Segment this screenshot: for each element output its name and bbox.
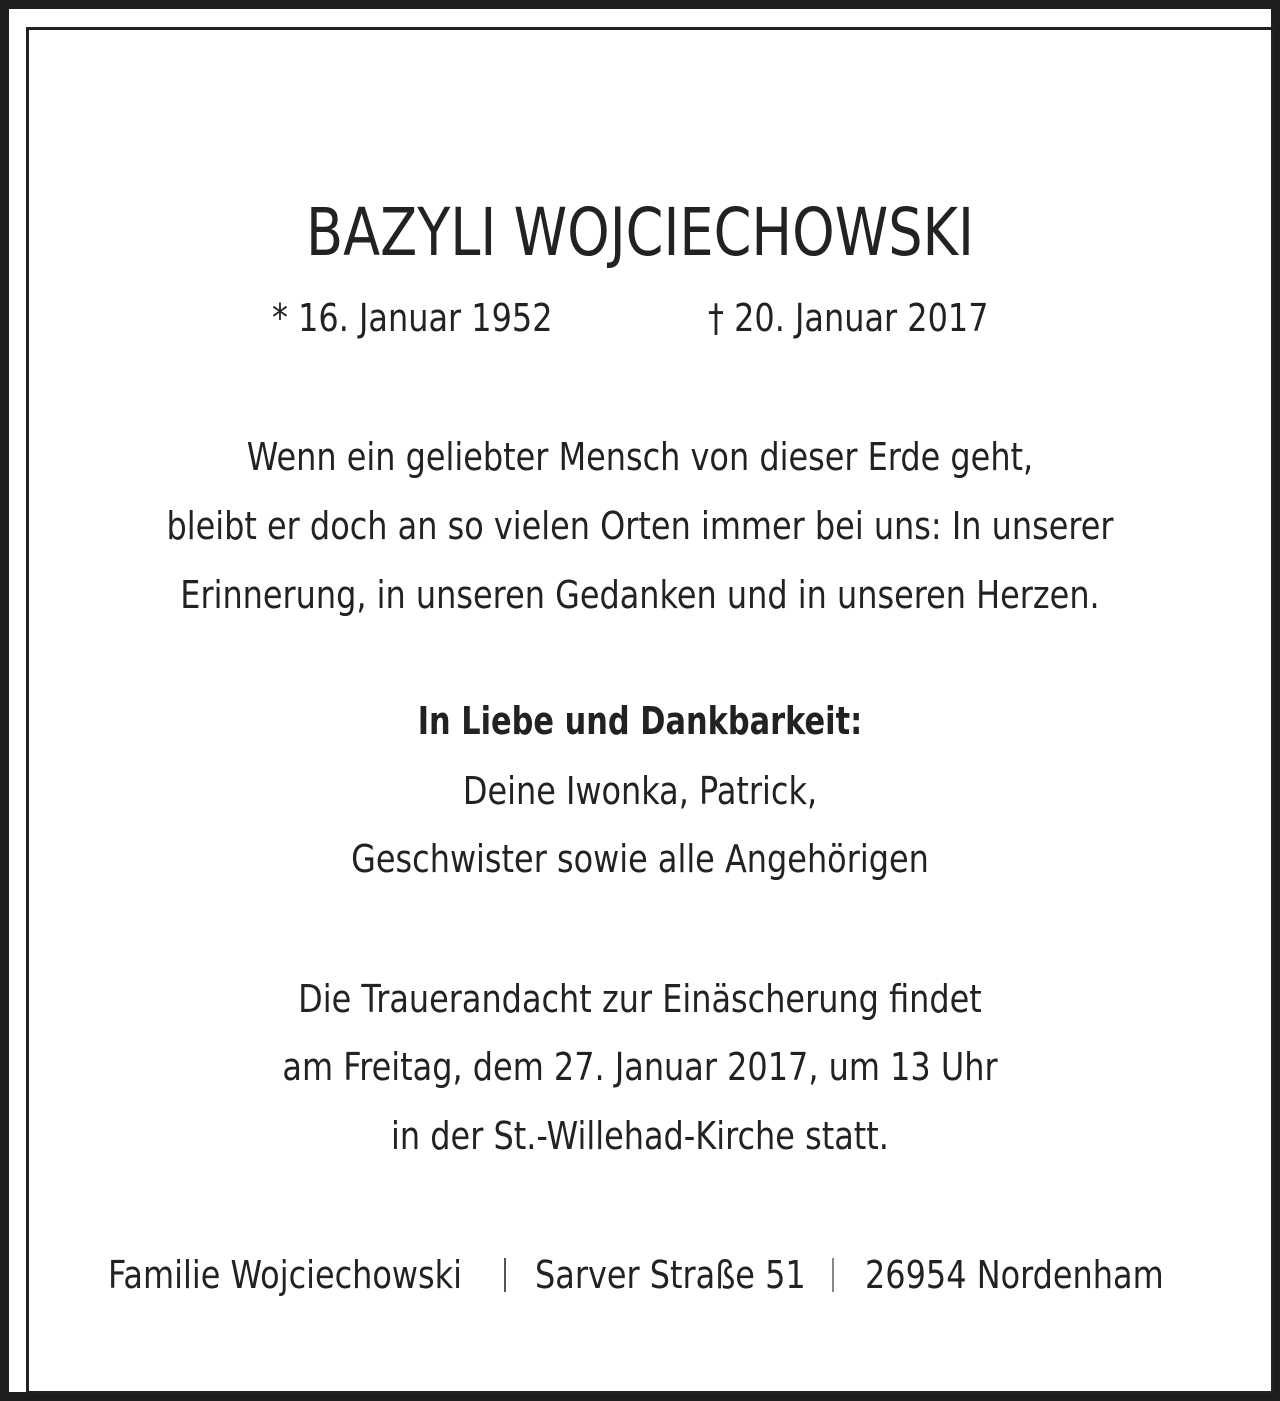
- verse-line: Erinnerung, in unseren Gedanken und in unseren Herzen.: [180, 573, 1100, 617]
- footer-city: 26954 Nordenham: [865, 1253, 1164, 1297]
- signature-line: Deine Iwonka, Patrick,: [462, 769, 818, 813]
- service-line: Die Trauerandacht zur Einäscherung findet: [298, 977, 982, 1021]
- footer-divider: [504, 1258, 506, 1292]
- footer-street: Sarver Straße 51: [535, 1253, 806, 1297]
- footer-family: Familie Wojciechowski: [108, 1253, 463, 1297]
- death-date: † 20. Januar 2017: [708, 296, 989, 340]
- service-line: am Freitag, dem 27. Januar 2017, um 13 Uhr: [282, 1045, 998, 1089]
- footer-divider: [832, 1258, 834, 1292]
- service-line: in der St.-Willehad-Kirche statt.: [391, 1114, 889, 1158]
- signature-line: Geschwister sowie alle Angehörigen: [351, 837, 929, 881]
- deceased-name: BAZYLI WOJCIECHOWSKI: [305, 194, 975, 271]
- signature-heading: In Liebe und Dankbarkeit:: [417, 699, 863, 743]
- verse-line: bleibt er doch an so vielen Orten immer bei uns: In unserer: [166, 504, 1114, 548]
- verse-line: Wenn ein geliebter Mensch von dieser Erde geht,: [246, 435, 1034, 479]
- birth-date: * 16. Januar 1952: [272, 296, 553, 340]
- address-footer: [0, 1253, 1280, 1297]
